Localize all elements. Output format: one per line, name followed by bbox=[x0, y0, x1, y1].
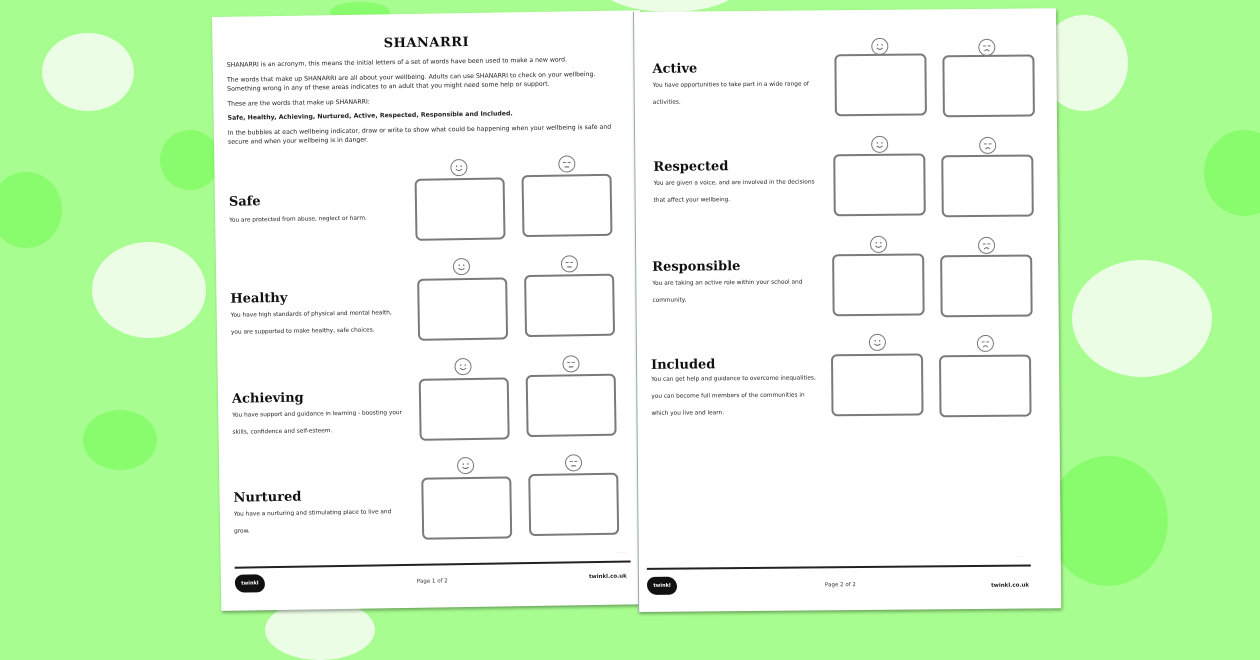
section-heading: Safe bbox=[228, 194, 261, 210]
bg-circle-dark bbox=[1204, 130, 1260, 216]
drawing-box-responsible-negative[interactable] bbox=[940, 255, 1033, 318]
bg-circle-light bbox=[1072, 260, 1212, 377]
section-description: You are protected from abuse, neglect or harm. bbox=[229, 215, 367, 224]
sad-face-icon bbox=[558, 155, 575, 172]
drawing-box-respected-positive[interactable] bbox=[833, 153, 926, 216]
website-label: twinkl.co.uk bbox=[588, 573, 627, 581]
document-code: ······· bbox=[617, 549, 627, 555]
sad-face-icon bbox=[978, 39, 995, 56]
drawing-box-respected-negative[interactable] bbox=[941, 155, 1034, 218]
page-number: Page 1 of 2 bbox=[416, 578, 448, 585]
sad-face-icon bbox=[562, 355, 579, 372]
intro-paragraph: The words that make up SHANARRI are all about your wellbeing. Adults can use SHANARRI to check on your wellbeing. Something wrong in any of these areas indicates to an adult that you might need some help or support. bbox=[226, 70, 596, 93]
page-number: Page 2 of 2 bbox=[824, 582, 856, 589]
sad-face-icon bbox=[979, 137, 996, 154]
drawing-box-nurtured-positive[interactable] bbox=[421, 476, 512, 539]
footer-divider bbox=[235, 560, 631, 568]
drawing-box-healthy-negative[interactable] bbox=[524, 274, 615, 337]
drawing-box-safe-negative[interactable] bbox=[522, 174, 613, 237]
drawing-box-responsible-positive[interactable] bbox=[832, 253, 925, 316]
section-respected bbox=[635, 134, 1058, 234]
section-heading: Achieving bbox=[231, 390, 304, 407]
section-safe bbox=[214, 156, 643, 259]
worksheet-page-2 bbox=[633, 8, 1061, 612]
bg-circle-light bbox=[42, 33, 134, 111]
sad-face-icon bbox=[978, 237, 995, 254]
intro-paragraph: In the bubbles at each wellbeing indicator, draw or write to show what could be happening when your wellbeing is safe and secure and when your wellbeing is in danger. bbox=[227, 123, 612, 146]
section-included bbox=[637, 332, 1060, 432]
section-responsible bbox=[636, 234, 1059, 334]
drawing-box-nurtured-negative[interactable] bbox=[528, 473, 619, 536]
section-description: You have a nurturing and stimulating place to live and grow. bbox=[233, 509, 392, 535]
section-heading: Respected bbox=[653, 159, 729, 175]
document-code: ······· bbox=[1017, 553, 1027, 559]
happy-face-icon bbox=[457, 457, 474, 474]
section-heading: Responsible bbox=[652, 259, 741, 275]
section-heading: Healthy bbox=[230, 290, 288, 307]
section-description: You are given a voice, and are involved in the decisions that affect your wellbeing. bbox=[653, 179, 815, 204]
section-heading: Nurtured bbox=[233, 489, 302, 506]
twinkl-logo: twinkl bbox=[647, 577, 677, 595]
drawing-box-active-positive[interactable] bbox=[834, 53, 927, 116]
happy-face-icon bbox=[454, 358, 471, 375]
bg-circle-light bbox=[92, 242, 206, 338]
intro-text bbox=[227, 55, 624, 153]
section-description: You have opportunities to take part in a wide range of activities. bbox=[652, 81, 809, 106]
section-description: You have support and guidance in learning - boosting your skills, confidence and self-esteem. bbox=[232, 410, 402, 436]
drawing-box-active-negative[interactable] bbox=[942, 54, 1035, 117]
bg-circle-dark bbox=[83, 410, 157, 470]
section-heading: Active bbox=[652, 61, 698, 77]
drawing-box-safe-positive[interactable] bbox=[415, 177, 506, 240]
section-description: You are taking an active role within your school and community. bbox=[652, 279, 803, 304]
happy-face-icon bbox=[871, 136, 888, 153]
document-title: SHANARRI bbox=[383, 34, 470, 52]
website-label: twinkl.co.uk bbox=[991, 582, 1030, 589]
intro-word-list: Safe, Healthy, Achieving, Nurtured, Active, Respected, Responsible and Included. bbox=[227, 110, 513, 122]
intro-paragraph: SHANARRI is an acronym, this means the initial letters of a set of words have been used to make a new word. bbox=[226, 56, 568, 69]
sad-face-icon bbox=[977, 335, 994, 352]
section-description: You have high standards of physical and mental health, you are supported to make healthy, safe choices. bbox=[230, 310, 392, 336]
drawing-box-included-negative[interactable] bbox=[939, 355, 1032, 418]
happy-face-icon bbox=[869, 334, 886, 351]
bg-circle-dark bbox=[0, 172, 62, 248]
section-healthy bbox=[216, 255, 645, 358]
intro-paragraph: These are the words that make up SHANARRI: bbox=[227, 98, 370, 108]
sad-face-icon bbox=[561, 255, 578, 272]
section-active bbox=[634, 36, 1057, 136]
happy-face-icon bbox=[870, 236, 887, 253]
section-achieving bbox=[217, 355, 646, 458]
drawing-box-healthy-positive[interactable] bbox=[417, 277, 508, 340]
drawing-box-achieving-negative[interactable] bbox=[526, 374, 617, 437]
worksheet-page-1 bbox=[212, 10, 649, 611]
section-heading: Included bbox=[651, 357, 716, 373]
drawing-box-achieving-positive[interactable] bbox=[419, 377, 510, 440]
footer-divider bbox=[647, 565, 1031, 570]
section-nurtured bbox=[219, 454, 648, 557]
sad-face-icon bbox=[565, 454, 582, 471]
section-description: You can get help and guidance to overcome inequalities, you can become full members of the communities in which you live and learn. bbox=[651, 375, 816, 417]
bg-circle-dark bbox=[1048, 456, 1168, 586]
happy-face-icon bbox=[450, 159, 467, 176]
twinkl-logo: twinkl bbox=[235, 574, 265, 592]
happy-face-icon bbox=[453, 258, 470, 275]
bg-circle-dark bbox=[160, 130, 220, 190]
drawing-box-included-positive[interactable] bbox=[831, 353, 924, 416]
happy-face-icon bbox=[871, 38, 888, 55]
